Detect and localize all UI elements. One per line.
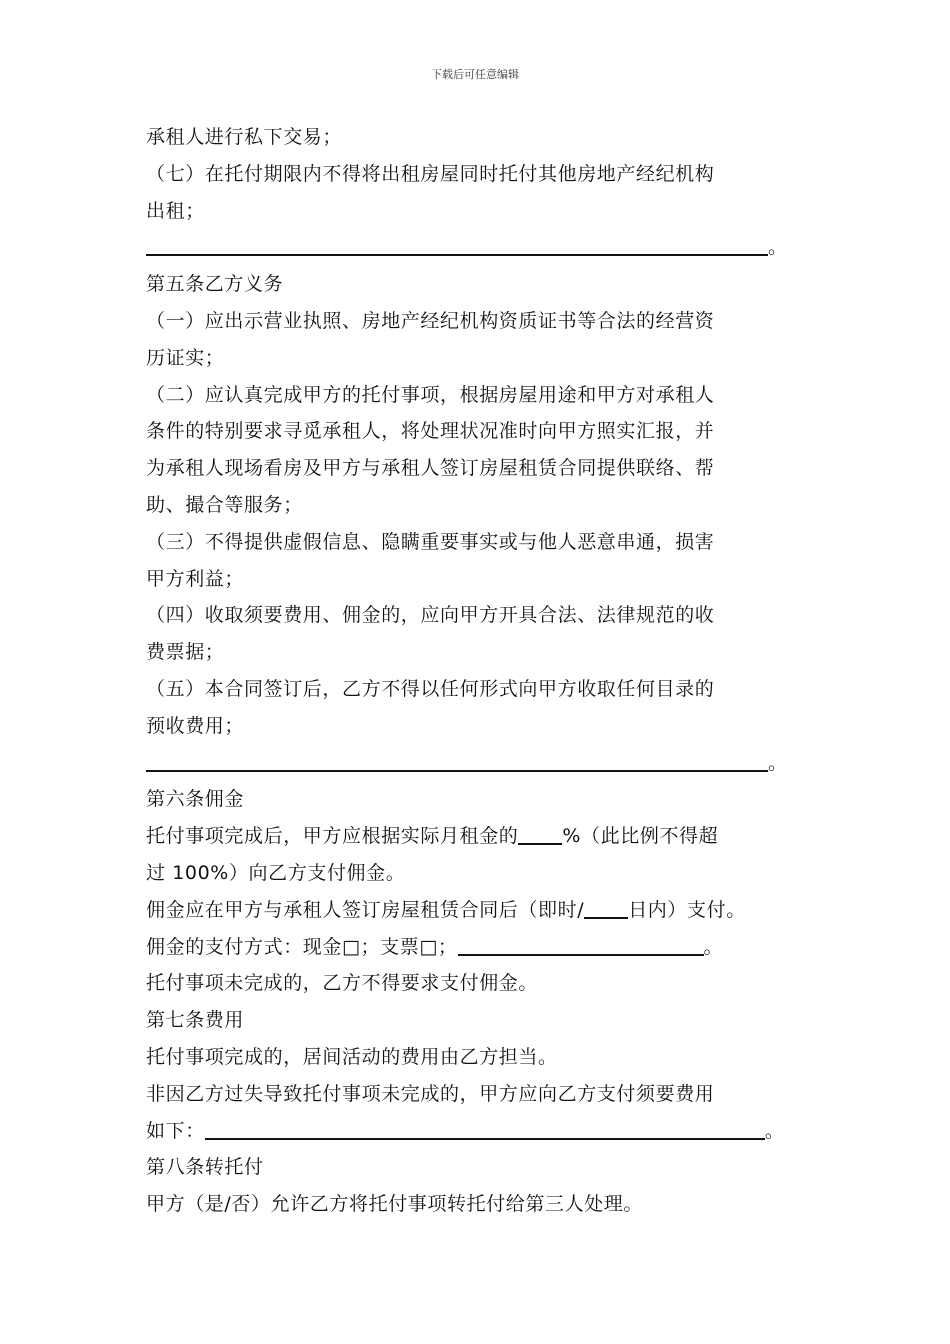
text-line: 甲方（是/否）允许乙方将托付事项转托付给第三人处理。 — [146, 1193, 644, 1216]
text-segment: 日内）支付。 — [628, 898, 746, 921]
text-line: 费票据； — [146, 641, 225, 664]
text-line: 预收费用； — [146, 714, 245, 737]
text-line: （二）应认真完成甲方的托付事项，根据房屋用途和甲方对承租人 — [146, 383, 715, 406]
text-segment: 如下： — [146, 1119, 205, 1142]
fill-in-blank — [146, 232, 768, 256]
payment-method-blank — [458, 932, 704, 956]
percentage-blank — [518, 821, 562, 845]
text-line: 托付事项完成的，居间活动的费用由乙方担当。 — [146, 1045, 558, 1068]
text-line: 承租人进行私下交易； — [146, 126, 343, 148]
fill-in-blank — [146, 748, 768, 772]
text-line: 托付事项未完成的，乙方不得要求支付佣金。 — [146, 972, 539, 995]
text-line — [146, 929, 818, 966]
text-line: 为承租人现场看房及甲方与承租人签订房屋租赁合同提供联络、帮 — [146, 457, 715, 480]
text-line: 助、撮合等服务； — [146, 493, 303, 516]
blank-line — [146, 745, 818, 782]
text-line: （七）在托付期限内不得将出租房屋同时托付其他房地产经纪机构 — [146, 162, 715, 185]
text-line — [146, 818, 818, 855]
fee-blank — [205, 1116, 765, 1140]
text-segment: 。 — [703, 935, 724, 958]
text-line: （四）收取须要费用、佣金的，应向甲方开具合法、法律规范的收 — [146, 604, 715, 627]
text-line: （五）本合同签订后，乙方不得以任何形式向甲方收取任何目录的 — [146, 677, 715, 700]
page-header: 下载后可任意编辑 — [431, 68, 519, 81]
text-segment: 佣金的支付方式：现金□；支票□； — [146, 935, 458, 958]
text-segment: %（此比例不得超 — [562, 825, 719, 848]
line-end-mark: 。 — [768, 751, 788, 774]
days-blank — [584, 895, 628, 919]
line-end-mark: 。 — [768, 236, 788, 259]
text-line — [146, 1113, 818, 1150]
text-segment: 佣金应在甲方与承租人签订房屋租赁合同后（即时/ — [146, 898, 585, 921]
text-line: 过 100%）向乙方支付佣金。 — [146, 861, 406, 884]
text-line — [146, 892, 818, 929]
text-segment: 托付事项完成后，甲方应根据实际月租金的 — [146, 825, 519, 848]
text-line: 历证实； — [146, 346, 225, 369]
contract-body — [146, 119, 818, 1223]
text-line: 甲方利益； — [146, 567, 245, 590]
section-title: 第六条佣金 — [146, 788, 245, 811]
section-title: 第五条乙方义务 — [146, 273, 284, 296]
text-line: 条件的特别要求寻觅承租人，将处理状况准时向甲方照实汇报，并 — [146, 420, 715, 443]
text-segment: 。 — [764, 1119, 785, 1142]
text-line: 非因乙方过失导致托付事项未完成的，甲方应向乙方支付须要费用 — [146, 1082, 715, 1105]
text-line: （三）不得提供虚假信息、隐瞒重要事实或与他人恶意串通，损害 — [146, 530, 715, 553]
section-title: 第七条费用 — [146, 1009, 245, 1032]
blank-line — [146, 229, 818, 266]
text-line: （一）应出示营业执照、房地产经纪机构资质证书等合法的经营资 — [146, 309, 715, 332]
section-title: 第八条转托付 — [146, 1156, 264, 1179]
text-line: 出租； — [146, 199, 205, 222]
